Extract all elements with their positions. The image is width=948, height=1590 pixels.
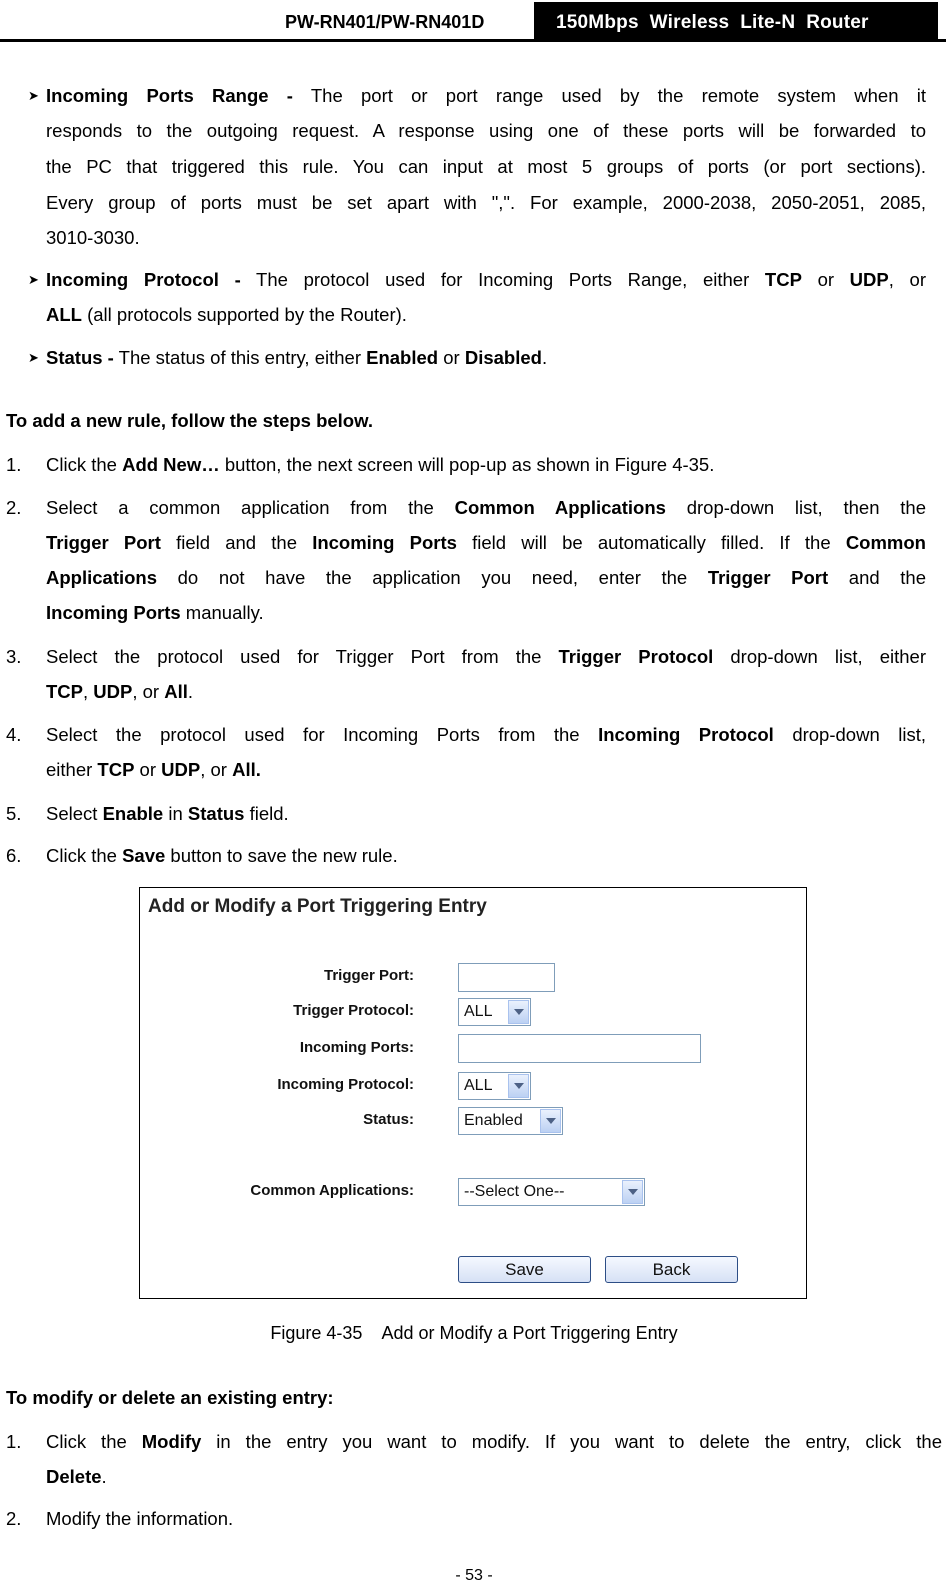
step-2-line: Applications do not have the application you need, enter the Trigger Port and the: [46, 567, 926, 588]
page-number: - 53 -: [455, 1567, 493, 1584]
bullet-arrow-icon: ➤: [28, 88, 39, 103]
add-rule-heading: To add a new rule, follow the steps below.: [6, 410, 373, 431]
incoming-ports-input[interactable]: [458, 1034, 701, 1063]
step-1: Click the Add New… button, the next screen will pop-up as shown in Figure 4-35.: [46, 454, 715, 475]
step-2-line: Incoming Ports manually.: [46, 602, 264, 623]
header-rule: [0, 39, 946, 42]
incoming-protocol-select[interactable]: ALL: [458, 1072, 531, 1100]
figure-caption: Figure 4-35 Add or Modify a Port Triggering Entry: [270, 1323, 678, 1343]
incoming-protocol-label: Incoming Protocol:: [277, 1076, 414, 1093]
text-line: Every group of ports must be set apart with ",". For example, 2000-2038, 2050-2051, 2085,: [46, 192, 926, 213]
modify-step-1-line: Click the Modify in the entry you want to modify. If you want to delete the entry, click the: [46, 1431, 942, 1452]
step-number: 5.: [6, 803, 22, 824]
figure-title: Add or Modify a Port Triggering Entry: [148, 896, 487, 917]
modify-step-2: Modify the information.: [46, 1508, 234, 1529]
step-6: Click the Save button to save the new rule.: [46, 845, 398, 866]
common-applications-select[interactable]: --Select One--: [458, 1178, 645, 1206]
bullet-incoming-protocol: Incoming Protocol - The protocol used for Incoming Ports Range, either TCP or UDP, or: [46, 269, 926, 290]
status-select[interactable]: Enabled: [458, 1107, 563, 1135]
product-name: 150Mbps Wireless Lite-N Router: [556, 12, 869, 33]
text-line: ALL (all protocols supported by the Router).: [46, 304, 407, 325]
step-number: 2.: [6, 497, 22, 518]
chevron-down-icon: [622, 1180, 643, 1204]
status-label: Status:: [363, 1111, 414, 1128]
bullet-incoming-ports-range: Incoming Ports Range - The port or port range used by the remote system when it: [46, 85, 926, 106]
step-2-line: Trigger Port field and the Incoming Ports field will be automatically filled. If the Common: [46, 532, 926, 553]
step-number: 2.: [6, 1508, 22, 1529]
term-incoming-ports-range: Incoming Ports Range -: [46, 85, 293, 106]
back-button[interactable]: Back: [605, 1256, 738, 1283]
modify-heading: To modify or delete an existing entry:: [6, 1387, 334, 1408]
step-5: Select Enable in Status field.: [46, 803, 289, 824]
step-4-line: either TCP or UDP, or All.: [46, 759, 261, 780]
step-number: 1.: [6, 1431, 22, 1452]
chevron-down-icon: [508, 1074, 529, 1098]
text-line: the PC that triggered this rule. You can input at most 5 groups of ports (or port sections).: [46, 156, 926, 177]
chevron-down-icon: [508, 1000, 529, 1024]
port-triggering-figure: [139, 887, 807, 1299]
step-3-line: Select the protocol used for Trigger Port from the Trigger Protocol drop-down list, either: [46, 646, 926, 667]
bullet-arrow-icon: ➤: [28, 272, 39, 287]
step-4-line: Select the protocol used for Incoming Ports from the Incoming Protocol drop-down list,: [46, 724, 926, 745]
step-number: 4.: [6, 724, 22, 745]
chevron-down-icon: [540, 1109, 561, 1133]
text-line: responds to the outgoing request. A response using one of these ports will be forwarded to: [46, 120, 926, 141]
step-number: 1.: [6, 454, 22, 475]
trigger-port-input[interactable]: [458, 963, 555, 992]
page-header: [0, 0, 948, 42]
text-line: 3010-3030.: [46, 227, 140, 248]
product-tab: [534, 2, 938, 39]
step-number: 3.: [6, 646, 22, 667]
modify-step-1-line: Delete.: [46, 1466, 107, 1487]
model-name: PW-RN401/PW-RN401D: [285, 12, 485, 32]
save-button[interactable]: Save: [458, 1256, 591, 1283]
common-applications-label: Common Applications:: [250, 1182, 414, 1199]
step-2-line: Select a common application from the Common Applications drop-down list, then the: [46, 497, 927, 518]
trigger-protocol-label: Trigger Protocol:: [293, 1002, 414, 1019]
trigger-port-label: Trigger Port:: [323, 967, 414, 984]
bullet-status: Status - The status of this entry, either Enabled or Disabled.: [46, 347, 548, 368]
step-3-line: TCP, UDP, or All.: [46, 681, 193, 702]
incoming-ports-label: Incoming Ports:: [299, 1039, 414, 1056]
step-number: 6.: [6, 845, 22, 866]
bullet-arrow-icon: ➤: [28, 350, 39, 365]
trigger-protocol-select[interactable]: ALL: [458, 998, 531, 1026]
